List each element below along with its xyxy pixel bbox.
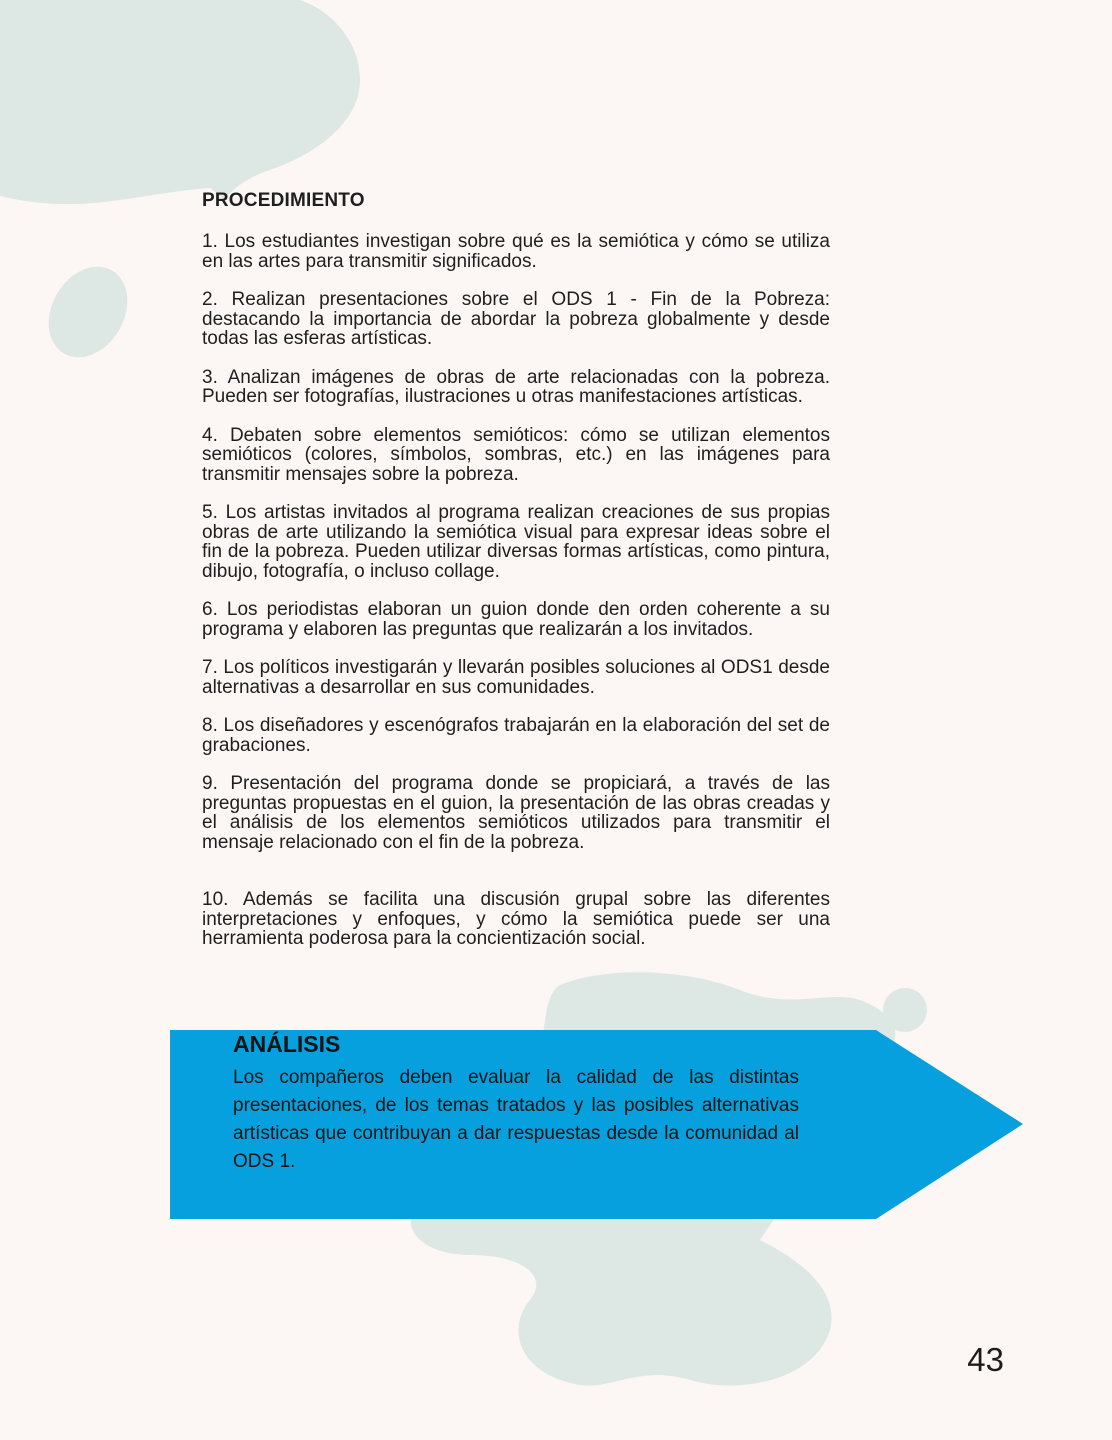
procedure-step-5: 5. Los artistas invitados al programa realizan creaciones de sus propias obras de arte utilizando la semiótica visual para expresar ideas sobre el fin de la pobreza. Pueden utilizar diversas formas artísticas, como pintura, dibujo, fotografía, o incluso collage. xyxy=(202,502,830,582)
procedure-step-6: 6. Los periodistas elaboran un guion donde den orden coherente a su programa y elaboren las preguntas que realizarán a los invitados. xyxy=(202,599,830,640)
procedure-section xyxy=(202,188,830,968)
procedure-step-1: 1. Los estudiantes investigan sobre qué es la semiótica y cómo se utiliza en las artes para transmitir significados. xyxy=(202,231,830,272)
blob-top-left xyxy=(0,0,360,204)
procedure-step-3: 3. Analizan imágenes de obras de arte relacionadas con la pobreza. Pueden ser fotografías, ilustraciones u otras manifestaciones artísticas. xyxy=(202,366,830,407)
procedure-step-9: 9. Presentación del programa donde se propiciará, a través de las preguntas propuestas en el guion, la presentación de las obras creadas y el análisis de los elementos semióticos utilizados para transmitir el mensaje relacionado con el fin de la pobreza. xyxy=(202,773,830,853)
procedure-step-4: 4. Debaten sobre elementos semióticos: cómo se utilizan elementos semióticos (colores, símbolos, sombras, etc.) en las imágenes para transmitir mensajes sobre la pobreza. xyxy=(202,424,830,485)
procedure-step-8: 8. Los diseñadores y escenógrafos trabajarán en la elaboración del set de grabaciones. xyxy=(202,715,830,756)
blob-drop-right xyxy=(680,996,720,1024)
analysis-text: Los compañeros deben evaluar la calidad de las distintas presentaciones, de los temas tratados y las posibles alternativas artísticas que contribuyan a dar respuestas desde la comunidad al ODS 1. xyxy=(233,1067,799,1172)
procedure-step-2: 2. Realizan presentaciones sobre el ODS 1 - Fin de la Pobreza: destacando la importancia de abordar la pobreza globalmente y desde todas las esferas artísticas. xyxy=(202,289,830,349)
procedure-step-10: 10. Además se facilita una discusión grupal sobre las diferentes interpretaciones y enfoques, y cómo la semiótica puede ser una herramienta poderosa para la concientización social. xyxy=(202,889,830,949)
page-number: 43 xyxy=(967,1341,1004,1378)
procedure-title: PROCEDIMIENTO xyxy=(202,190,365,211)
procedure-step-7: 7. Los políticos investigarán y llevarán posibles soluciones al ODS1 desde alternativas a desarrollar en sus comunidades. xyxy=(202,657,830,698)
blob-dot-right xyxy=(883,988,927,1032)
blob-drop-left xyxy=(33,252,143,371)
analysis-banner xyxy=(170,1030,1024,1219)
analysis-title: ANÁLISIS xyxy=(233,1031,341,1057)
